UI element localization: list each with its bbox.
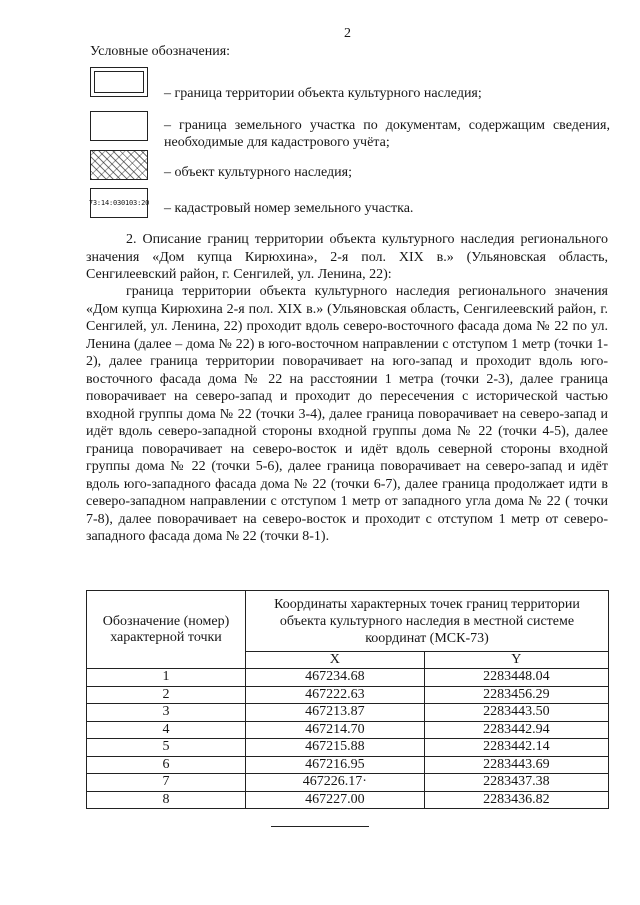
y-coordinate: 2283448.04 [424,669,608,687]
point-number: 8 [87,791,246,809]
legend-item [90,188,610,222]
table-row [87,756,609,774]
point-number: 2 [87,686,246,704]
table-row [87,686,609,704]
y-coordinate: 2283442.94 [424,721,608,739]
y-coordinate: 2283437.38 [424,774,608,792]
y-column-header: Y [424,652,608,669]
legend-item [90,111,610,151]
table-row [87,791,609,809]
y-coordinate: 2283442.14 [424,739,608,757]
legend-item-text: – граница земельного участка по документам, содержащим сведения, необходимые для кадастрового учёта; [164,118,610,150]
legend-item [90,150,610,186]
coordinates-group-header: Координаты характерных точек границ территории объекта культурного наследия в местной системе координат (МСК-73) [246,591,609,652]
point-number: 7 [87,774,246,792]
legend-item-text: – объект культурного наследия; [164,165,352,180]
x-coordinate: 467227.00 [246,791,425,809]
section-body: граница территории объекта культурного наследия регионального значения «Дом купца Кирюхина 2-я пол. XIX в.» (Ульяновская область, Сенгилеевский район, г. Сенгилей, ул. Ленина, 22) проходит вдоль северо-восточного фасада дома № 22 по ул. Ленина (далее – дома № 22) в юго-восточном направлении с отступом 1 метр (точки 1-2), далее граница территории поворачивает на юго-запад и проходит вдоль юго-восточного фасада дома № 22 на расстоянии 1 метра (точки 2-3), далее граница поворачивает на северо-запад и проходит до пересечения с исторической частью входной группы дома № 22 (точки 3-4), далее граница поворачивает на северо-запад и идёт вдоль северо-западной стороны входной группы дома № 22 (точки 4-5), далее граница поворачивает на северо-восток и идёт вдоль северной стороны входной группы дома № 22 (точки 5-6), далее граница поворачивает на северо-запад и идёт вдоль юго-западного фасада дома № 22 (точки 6-7), далее граница продолжает идти в северо-западном направлении с отступом 1 метр от западного угла дома № 22 ( точки 7-8), далее поворачивает на северо-восток и проходит с отступом 1 метр от северо-западного фасада дома № 22 (точки 8-1). [86,284,608,544]
x-column-header: X [246,652,425,669]
y-coordinate: 2283443.69 [424,756,608,774]
point-number: 3 [87,704,246,722]
point-number: 5 [87,739,246,757]
coordinates-table [86,590,609,809]
double-border-rectangle-icon [90,67,148,97]
x-coordinate: 467234.68 [246,669,425,687]
hatched-rectangle-icon [90,150,148,180]
y-coordinate: 2283436.82 [424,791,608,809]
thin-border-rectangle-icon [90,111,148,141]
table-row [87,739,609,757]
y-coordinate: 2283443.50 [424,704,608,722]
point-number: 1 [87,669,246,687]
point-number-header: Обозначение (номер) характерной точки [87,591,246,669]
legend-item [90,67,610,103]
x-coordinate: 467216.95 [246,756,425,774]
x-coordinate: 467226.17· [246,774,425,792]
cadastral-label-icon: 73:14:030103:20 [90,188,148,218]
table-row [87,704,609,722]
x-coordinate: 467213.87 [246,704,425,722]
legend-item-text: – граница территории объекта культурного наследия; [164,86,482,101]
table-header-row [87,591,609,652]
page-number: 2 [344,26,351,41]
section-heading: 2. Описание границ территории объекта культурного наследия регионального значения «Дом купца Кирюхина», 2-я пол. XIX в.» (Ульяновская область, Сенгилеевский район, г. Сенгилей, ул. Ленина, 22): [86,232,608,282]
signature-line [271,826,369,827]
x-coordinate: 467215.88 [246,739,425,757]
table-row [87,669,609,687]
table-row [87,774,609,792]
point-number: 4 [87,721,246,739]
x-coordinate: 467214.70 [246,721,425,739]
y-coordinate: 2283456.29 [424,686,608,704]
x-coordinate: 467222.63 [246,686,425,704]
table-row [87,721,609,739]
point-number: 6 [87,756,246,774]
legend-title: Условные обозначения: [90,44,231,59]
legend-item-text: – кадастровый номер земельного участка. [164,201,414,216]
